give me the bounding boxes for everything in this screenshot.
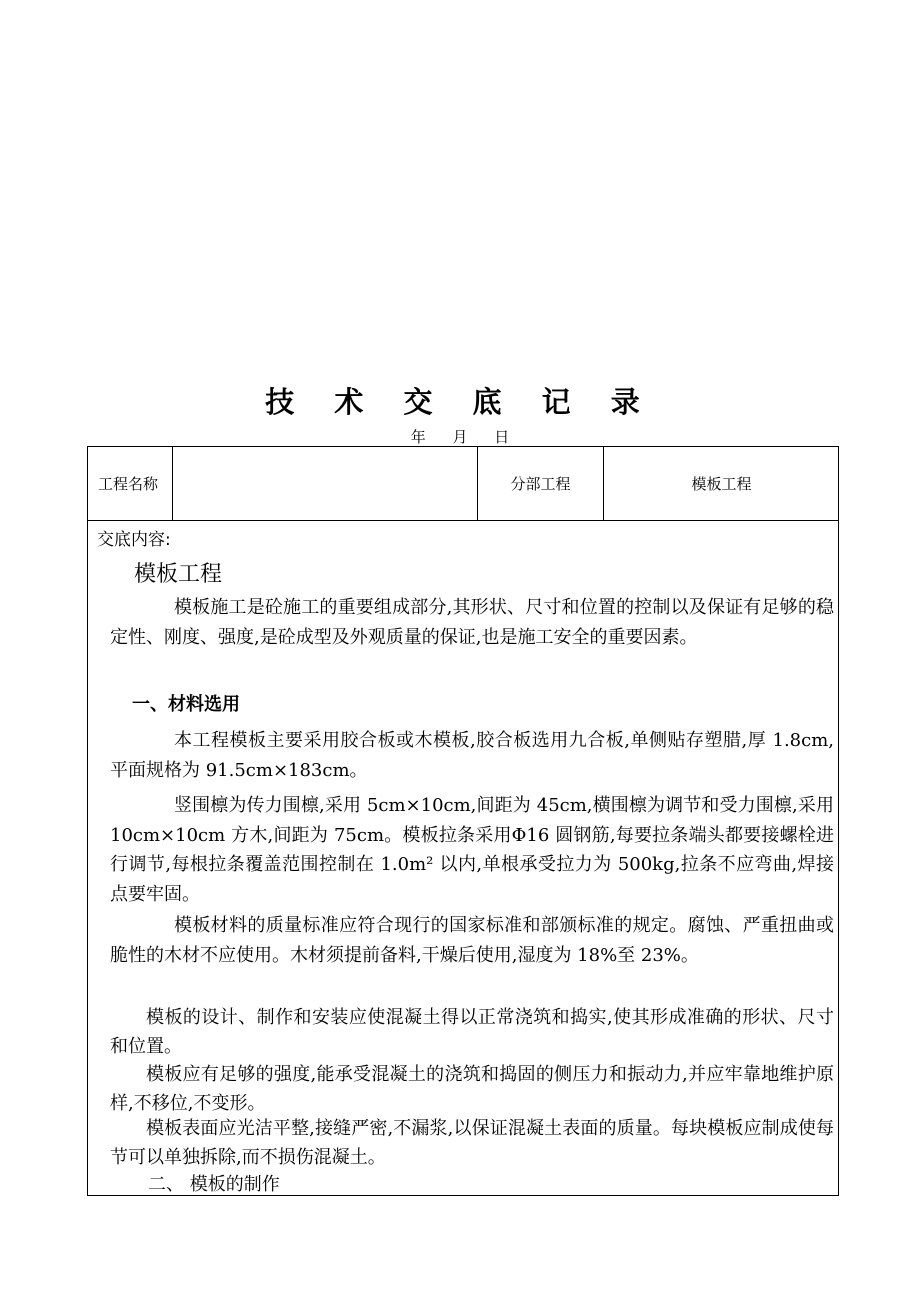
materials-paragraph-2: 竖围檩为传力围檩,采用 5cm×10cm,间距为 45cm,横围檩为调节和受力围檩,采用 10cm×10cm 方木,间距为 75cm。模板拉条采用Φ16 圆钢筋,每要拉条端头都要接螺栓进行调节,每根拉条覆盖范围控制在 1.0m² 以内,单根承受拉力为 500kg,拉条不应弯曲,焊接点要牢固。 xyxy=(110,795,834,905)
date-line xyxy=(0,426,920,447)
requirement-paragraph-3: 模板表面应光洁平整,接缝严密,不漏浆,以保证混凝土表面的质量。每块模板应制成使每节可以单独拆除,而不损伤混凝土。 xyxy=(110,1118,834,1168)
section-title: 模板工程 xyxy=(134,562,223,587)
project-name-label: 工程名称 xyxy=(98,475,159,493)
heading-fabrication: 二、 模板的制作 xyxy=(148,1174,280,1195)
date-month: 月 xyxy=(452,428,468,446)
sub-project-label: 分部工程 xyxy=(510,475,571,493)
record-table xyxy=(87,446,839,1196)
requirement-paragraph-2: 模板应有足够的强度,能承受混凝土的浇筑和捣固的侧压力和振动力,并应牢靠地维护原样,不移位,不变形。 xyxy=(110,1064,834,1114)
date-day: 日 xyxy=(494,428,510,446)
content-label: 交底内容: xyxy=(97,530,171,550)
heading-materials: 一、材料选用 xyxy=(132,694,240,715)
requirement-paragraph-1: 模板的设计、制作和安装应使混凝土得以正常浇筑和捣实,使其形成准确的形状、尺寸和位置。 xyxy=(110,1007,834,1057)
date-year: 年 xyxy=(410,428,426,446)
intro-paragraph: 模板施工是砼施工的重要组成部分,其形状、尺寸和位置的控制以及保证有足够的稳定性、刚度、强度,是砼成型及外观质量的保证,也是施工安全的重要因素。 xyxy=(110,597,834,648)
sub-project-value: 模板工程 xyxy=(691,475,752,493)
materials-paragraph-3: 模板材料的质量标准应符合现行的国家标准和部颁标准的规定。腐蚀、严重扭曲或脆性的木材不应使用。木材须提前备料,干燥后使用,湿度为 18%至 23%。 xyxy=(110,915,834,966)
divider xyxy=(172,447,173,520)
header-row xyxy=(88,447,838,521)
project-name-value xyxy=(174,447,476,520)
materials-paragraph-1: 本工程模板主要采用胶合板或木模板,胶合板选用九合板,单侧贴存塑腊,厚 1.8cm,平面规格为 91.5cm×183cm。 xyxy=(110,730,834,781)
document-title: 技 术 交 底 记 录 xyxy=(265,385,655,419)
